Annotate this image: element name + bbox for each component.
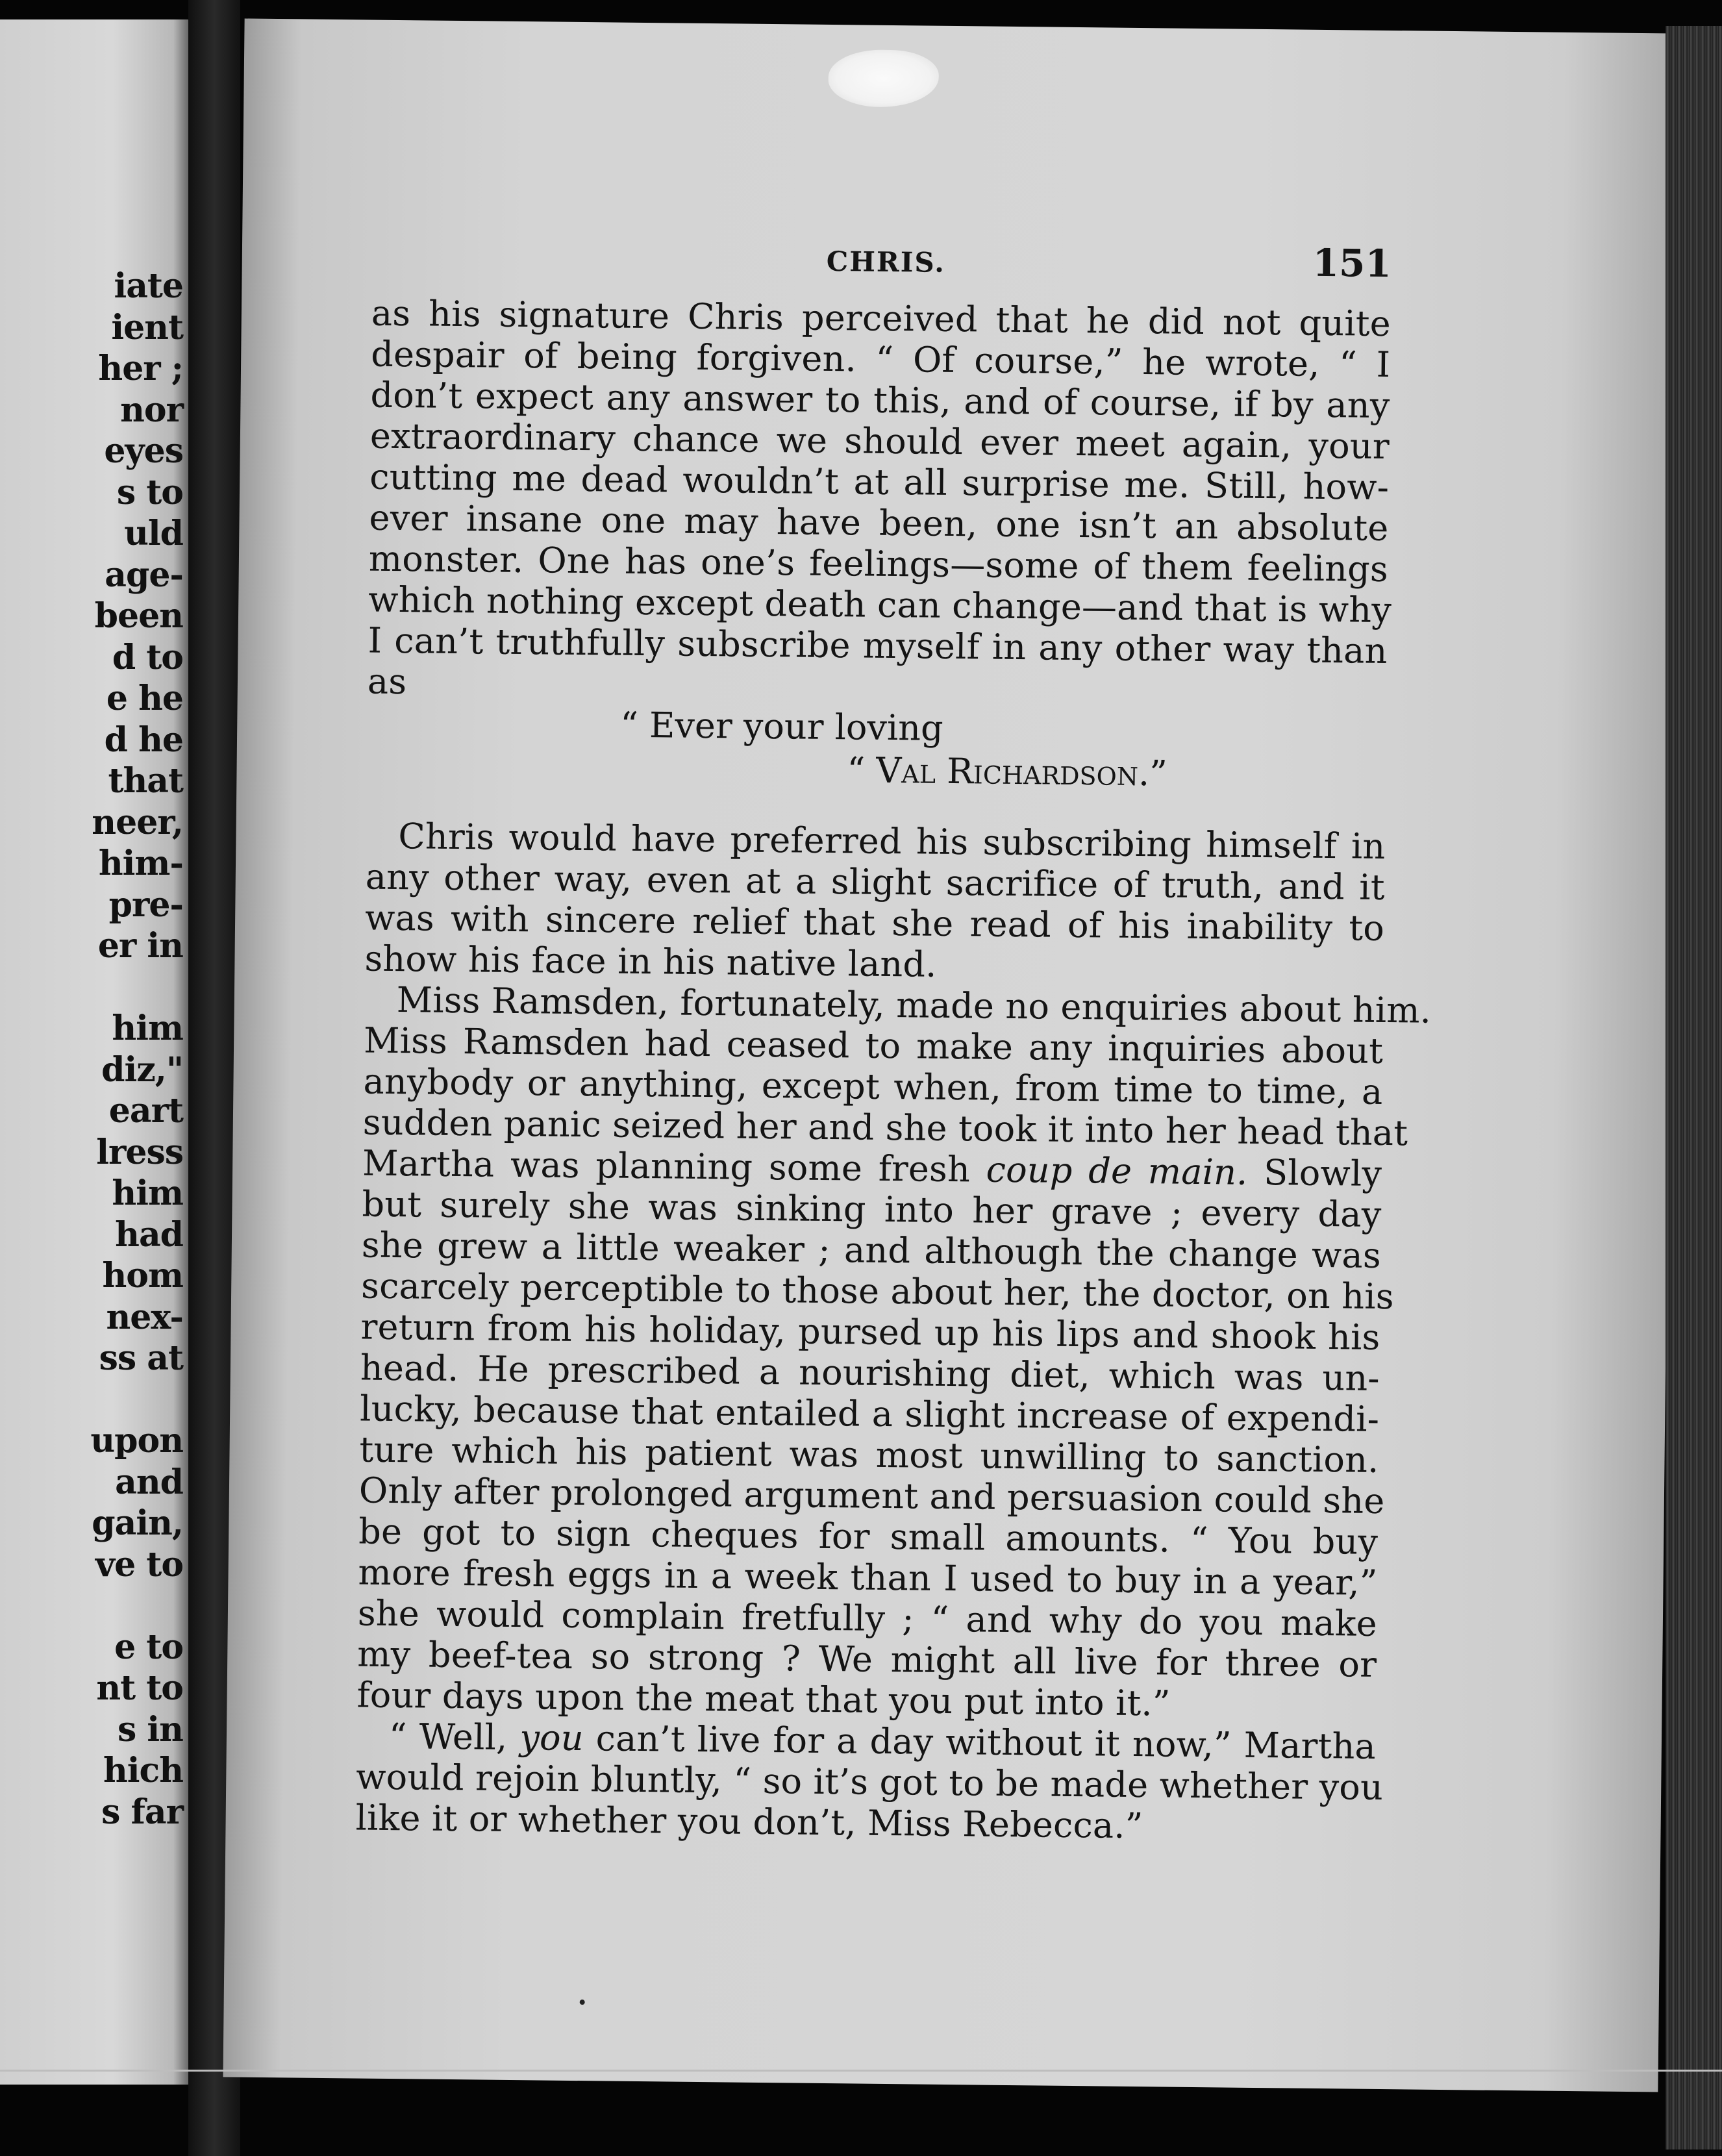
left-page-line: s in [118,1709,183,1749]
text-line: show his face in his native land. [364,938,937,985]
letter-signature [366,702,1386,799]
left-page-line: iate [114,266,183,306]
text-line: be got to sign cheques for small amounts. “ You buy [358,1510,1379,1562]
paper-hole [828,49,939,108]
paper-speck [580,1999,585,2005]
left-page-line: him [112,1009,183,1048]
left-page-line: eart [108,1091,183,1131]
page-number: 151 [1312,240,1392,286]
left-page-line: ve to [95,1544,183,1585]
page-text-block [355,215,1432,1849]
left-page-line: ss at [99,1338,183,1378]
text-line: don’t expect any answer to this, and of course, if by any [370,374,1390,427]
signature-name: “ Val Richardson.” [847,749,1168,794]
left-page-line: d to [112,637,183,677]
signature-closing: “ Ever your loving [619,704,943,749]
text-line: Miss Ramsden had ceased to make any inquiries about [363,1020,1384,1072]
text-line: as [367,660,407,703]
running-title: CHRIS. [826,245,946,279]
text-line: Chris would have preferred his subscribing himself in [398,816,1386,867]
left-page-line: pre- [108,884,183,925]
text-line: my beef-tea so strong ? We might all live for three or [356,1633,1377,1685]
text-line: Martha was planning some fresh coup de main. Slowly [362,1142,1382,1194]
left-page-line: her ; [98,349,183,388]
paragraph-martha-reply [355,1715,1384,1848]
left-page-line: neer, [92,802,183,842]
text-line: she grew a little weaker ; and although the change was [361,1224,1382,1276]
text-line: would rejoin bluntly, “ so it’s got to be made whether you [355,1756,1384,1809]
text-line: any other way, even at a slight sacrifice of truth, and it [365,856,1386,908]
text-line: “ Well, you can’t live for a day without it now,” Martha [388,1715,1377,1767]
paragraph-miss-ramsden [356,979,1432,1726]
text-line: Miss Ramsden, fortunately, made no enquiries about him. [396,979,1432,1031]
paragraph-chris-relief [364,816,1386,990]
left-page-line: age- [105,555,183,595]
running-head [371,215,1391,303]
text-line: which nothing except death can change—and that is why [368,579,1392,631]
left-page-line: had [115,1214,183,1255]
left-page-line: him- [98,844,183,883]
text-line: sudden panic seized her and she took it into her head that [362,1101,1408,1154]
left-page-line: ient [111,307,183,347]
text-line: return from his holiday, pursed up his lips and shook his [360,1306,1380,1358]
text-line: as his signature Chris perceived that he did not quite [371,292,1391,345]
text-line: lucky, because that entailed a slight increase of expendi- [359,1388,1380,1440]
left-page-line: that [108,761,183,801]
text-line: ture which his patient was most unwilling to sanction. [359,1429,1379,1481]
left-page-line: nor [120,390,183,430]
text-line: despair of being forgiven. “ Of course,” he wrote, “ I [370,333,1391,386]
text-line: Only after prolonged argument and persuasion could she [358,1470,1385,1522]
left-page-line: e he [106,679,183,718]
left-page-line: s far [101,1792,183,1832]
left-page-line: er in [97,926,183,966]
left-page-line: uld [124,514,183,553]
left-page-line: hich [103,1751,183,1790]
left-page-line: diz," [101,1049,183,1090]
text-line: four days upon the meat that you put into it.” [356,1674,1171,1724]
left-page-line: been [94,596,183,636]
text-line: she would complain fretfully ; “ and why do you make [357,1592,1378,1644]
text-line: anybody or anything, except when, from time to time, a [363,1060,1383,1112]
text-line: was with sincere relief that she read of his inability to [364,897,1385,949]
page-edges [1666,26,1722,2150]
left-page-line: lress [96,1132,183,1172]
left-page-line: s to [116,472,183,512]
left-page-line: him [112,1173,183,1213]
left-facing-page [0,19,188,2085]
left-page-line: d he [104,720,183,760]
left-page-line: gain, [92,1503,183,1543]
left-page-line: and [115,1462,183,1502]
text-line: but surely she was sinking into her grave ; every day [362,1183,1382,1235]
text-line: extraordinary chance we should ever meet again, your [369,415,1390,468]
left-page-line: eyes [104,431,183,471]
paragraph-letter-continuation [368,293,1391,712]
text-line: I can’t truthfully subscribe myself in any other way than [368,620,1388,671]
left-page-line: nex- [106,1297,183,1337]
page-151 [223,19,1679,2092]
text-line: head. He prescribed a nourishing diet, which was un- [360,1347,1380,1399]
left-page-line: e to [114,1627,183,1667]
text-line: monster. One has one’s feelings—some of them feelings [368,538,1389,590]
scan-border-line [0,2070,1722,2072]
text-line: like it or whether you don’t, Miss Rebecca.” [355,1797,1143,1847]
text-line: cutting me dead wouldn’t at all surprise me. Still, how- [369,456,1390,508]
text-line: scarcely perceptible to those about her, the doctor, on his [360,1265,1395,1318]
text-line: more fresh eggs in a week than I used to buy in a year,” [358,1551,1378,1603]
text-line: ever insane one may have been, one isn’t an absolute [369,497,1389,549]
left-page-line: hom [102,1256,183,1296]
left-page-line: nt to [96,1668,183,1708]
left-page-line: upon [90,1421,183,1460]
